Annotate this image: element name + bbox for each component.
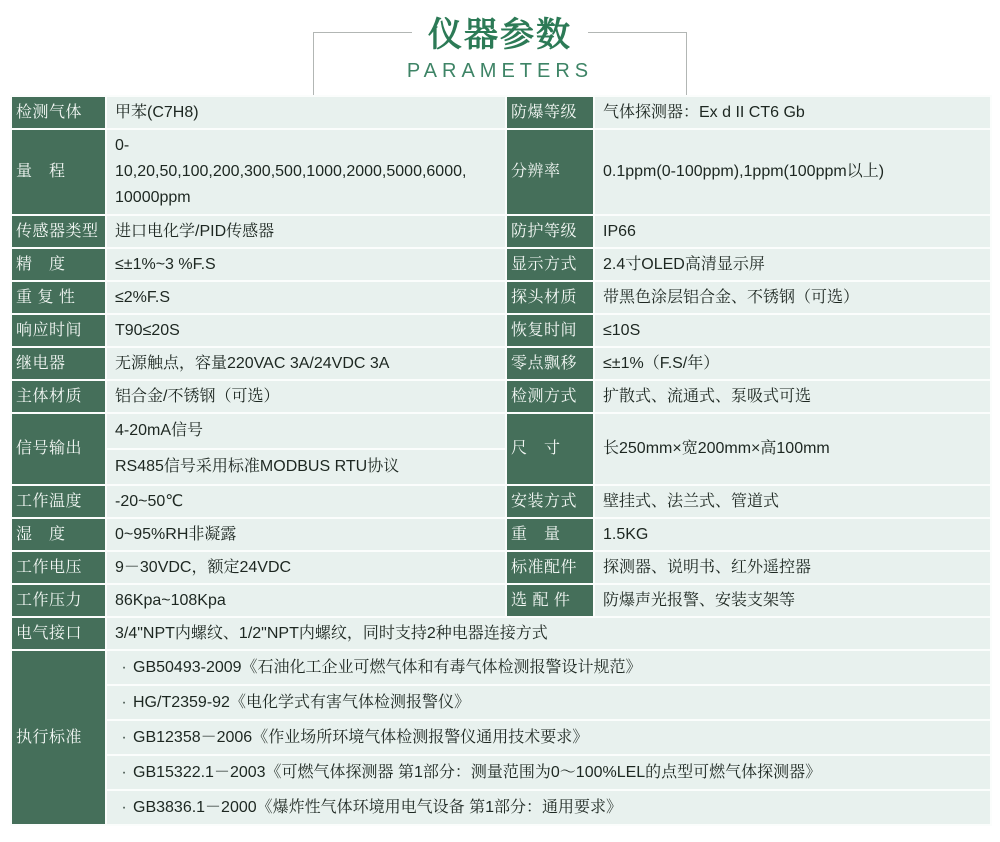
table-row: [11, 720, 991, 755]
param-label: 继电器: [11, 347, 106, 380]
param-label: 防爆等级: [506, 96, 594, 129]
param-value: IP66: [594, 215, 991, 248]
parameters-table: [10, 95, 992, 826]
table-row: [11, 129, 991, 215]
page-title: 仪器参数: [412, 7, 588, 56]
param-label: 标准配件: [506, 551, 594, 584]
param-label: 响应时间: [11, 314, 106, 347]
param-value: 0~95%RH非凝露: [106, 518, 506, 551]
standard-text: GB3836.1－2000《爆炸性气体环境用电气设备 第1部分：通用要求》: [133, 798, 622, 816]
standard-text: HG/T2359-92《电化学式有害气体检测报警仪》: [133, 693, 470, 711]
table-row: [11, 281, 991, 314]
param-value: 扩散式、流通式、泵吸式可选: [594, 380, 991, 413]
standard-item: [106, 720, 991, 755]
table-row: [11, 215, 991, 248]
param-label: 执行标准: [11, 650, 106, 825]
param-label: 重 量: [506, 518, 594, 551]
param-label: 分辨率: [506, 129, 594, 215]
param-label: 传感器类型: [11, 215, 106, 248]
param-label: 选 配 件: [506, 584, 594, 617]
param-value: 无源触点，容量220VAC 3A/24VDC 3A: [106, 347, 506, 380]
param-value: 2.4寸OLED高清显示屏: [594, 248, 991, 281]
range-line: 10,20,50,100,200,300,500,1000,2000,5000,6000,: [115, 163, 467, 180]
bullet-icon: ·: [121, 693, 127, 711]
table-row: [11, 314, 991, 347]
table-row: [11, 413, 991, 449]
param-label: 精 度: [11, 248, 106, 281]
table-row: [11, 650, 991, 685]
standard-text: GB12358－2006《作业场所环境气体检测报警仪通用技术要求》: [133, 728, 589, 746]
param-label: 检测气体: [11, 96, 106, 129]
standard-item: [106, 650, 991, 685]
param-value: 甲苯(C7H8): [106, 96, 506, 129]
param-value: 0.1ppm(0-100ppm),1ppm(100ppm以上): [594, 129, 991, 215]
param-value: 铝合金/不锈钢（可选）: [106, 380, 506, 413]
table-row: [11, 518, 991, 551]
table-row: [11, 584, 991, 617]
standard-item: [106, 685, 991, 720]
param-value: 9－30VDC，额定24VDC: [106, 551, 506, 584]
param-label: 探头材质: [506, 281, 594, 314]
table-row: [11, 685, 991, 720]
standard-text: GB50493-2009《石油化工企业可燃气体和有毒气体检测报警设计规范》: [133, 658, 642, 676]
param-value: 长250mm×宽200mm×高100mm: [594, 413, 991, 485]
table-row: [11, 617, 991, 650]
bullet-icon: ·: [121, 728, 127, 746]
param-value-range: [106, 129, 506, 215]
param-label: 主体材质: [11, 380, 106, 413]
title-box: [313, 16, 687, 95]
table-row: [11, 755, 991, 790]
param-value: 探测器、说明书、红外遥控器: [594, 551, 991, 584]
table-row: [11, 551, 991, 584]
param-value: ≤2%F.S: [106, 281, 506, 314]
param-label: 工作温度: [11, 485, 106, 518]
param-value: 进口电化学/PID传感器: [106, 215, 506, 248]
table-row: [11, 248, 991, 281]
param-label: 检测方式: [506, 380, 594, 413]
table-row: [11, 485, 991, 518]
range-line: 0-: [115, 137, 130, 154]
standard-text: GB15322.1－2003《可燃气体探测器 第1部分：测量范围为0～100%LEL的点型可燃气体探测器》: [133, 763, 822, 781]
bullet-icon: ·: [121, 658, 127, 676]
param-label: 量 程: [11, 129, 106, 215]
param-value: RS485信号采用标准MODBUS RTU协议: [106, 449, 506, 485]
param-value: -20~50℃: [106, 485, 506, 518]
param-label: 工作电压: [11, 551, 106, 584]
param-value: 86Kpa~108Kpa: [106, 584, 506, 617]
param-value: 壁挂式、法兰式、管道式: [594, 485, 991, 518]
param-value: 1.5KG: [594, 518, 991, 551]
param-value: 带黑色涂层铝合金、不锈钢（可选）: [594, 281, 991, 314]
bullet-icon: ·: [121, 798, 127, 816]
standard-item: [106, 755, 991, 790]
param-value: 防爆声光报警、安装支架等: [594, 584, 991, 617]
table-row: [11, 380, 991, 413]
param-value: 3/4"NPT内螺纹、1/2"NPT内螺纹，同时支持2种电器连接方式: [106, 617, 991, 650]
param-label: 湿 度: [11, 518, 106, 551]
bullet-icon: ·: [121, 763, 127, 781]
table-row: [11, 347, 991, 380]
param-label: 零点飘移: [506, 347, 594, 380]
page-subtitle: PARAMETERS: [406, 60, 594, 82]
table-row: [11, 96, 991, 129]
param-label: 安装方式: [506, 485, 594, 518]
param-value: ≤10S: [594, 314, 991, 347]
param-label: 重 复 性: [11, 281, 106, 314]
param-value: ≤±1%（F.S/年）: [594, 347, 991, 380]
param-label: 恢复时间: [506, 314, 594, 347]
param-label: 显示方式: [506, 248, 594, 281]
param-label: 防护等级: [506, 215, 594, 248]
param-value: 4-20mA信号: [106, 413, 506, 449]
range-line: 10000ppm: [115, 189, 191, 206]
table-row: [11, 790, 991, 825]
param-label: 信号输出: [11, 413, 106, 485]
param-value: ≤±1%~3 %F.S: [106, 248, 506, 281]
param-value: T90≤20S: [106, 314, 506, 347]
param-value: 气体探测器：Ex d II CT6 Gb: [594, 96, 991, 129]
param-label: 电气接口: [11, 617, 106, 650]
param-label: 尺 寸: [506, 413, 594, 485]
param-label: 工作压力: [11, 584, 106, 617]
standard-item: [106, 790, 991, 825]
